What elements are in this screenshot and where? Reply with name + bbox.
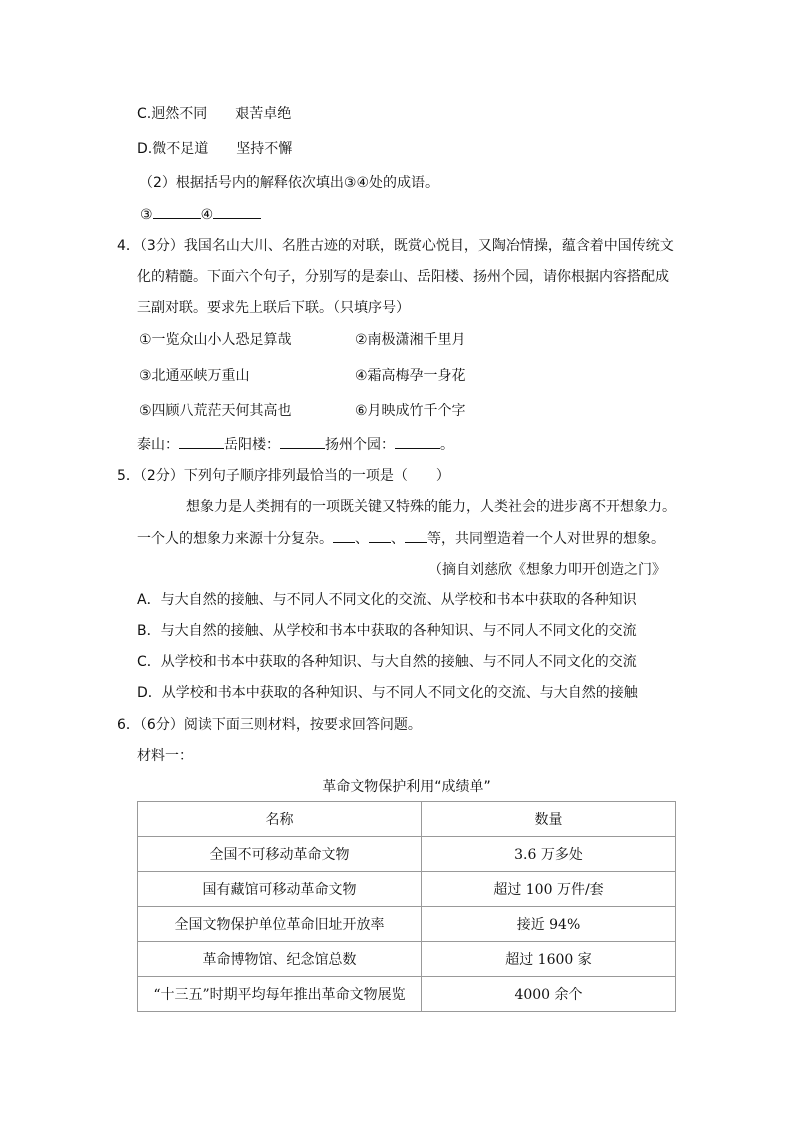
row-quantity: 超过 100 万件/套: [422, 872, 676, 907]
q3-subquestion-2: （2）根据括号内的解释依次填出③④处的成语。: [139, 175, 440, 191]
q5-blank-1: [333, 528, 355, 543]
q6-stem: 6．（6分）阅读下面三则材料，按要求回答问题。: [117, 717, 422, 733]
q5-blank-2: [369, 528, 391, 543]
row-name: 全国文物保护单位革命旧址开放率: [138, 907, 422, 942]
q5-option-c: C．从学校和书本中获取的各种知识、与大自然的接触、与不同人不同文化的交流: [137, 654, 637, 670]
revolutionary-relics-table: [137, 801, 676, 1012]
q5-option-a: A．与大自然的接触、与不同人不同文化的交流、从学校和书本中获取的各种知识: [137, 592, 637, 608]
q5-stem: 5．（2分）下列句子顺序排列最恰当的一项是（ ）: [117, 468, 450, 484]
q5-blank-3: [405, 528, 427, 543]
blank-3-label: ③: [140, 207, 153, 223]
q4-stem-line3: 三副对联。要求先上联后下联。（只填序号）: [137, 300, 410, 316]
row-name: 国有藏馆可移动革命文物: [138, 872, 422, 907]
row-name: 革命博物馆、纪念馆总数: [138, 942, 422, 977]
q3-option-d: D.微不足道 坚持不懈: [137, 141, 293, 157]
q4-stem-line2: 化的精髓。下面六个句子，分别写的是泰山、岳阳楼、扬州个园，请你根据内容搭配成: [137, 269, 669, 285]
table-header-row: [138, 802, 676, 837]
blank-4-line: [213, 204, 261, 219]
q4-answer-line: [137, 434, 454, 455]
q4-stem-line1: 4．（3分）我国名山大川、名胜古迹的对联，既赏心悦目，又陶冶情操，蕴含着中国传统文: [117, 238, 674, 254]
q5-source: （摘自刘慈欣《想象力叩开创造之门》: [428, 562, 666, 578]
table-row: [138, 837, 676, 872]
q4-sentence-5: ⑤四顾八荒茫天何其高也: [139, 403, 292, 419]
q5-option-d: D．从学校和书本中获取的各种知识、与不同人不同文化的交流、与大自然的接触: [137, 685, 638, 701]
q5-passage-end: 等，共同塑造着一个人对世界的想象。: [427, 531, 665, 547]
q4-sentence-1: ①一览众山小人恐足算哉: [139, 332, 292, 348]
q3-option-c: C.迥然不同 艰苦卓绝: [137, 106, 292, 122]
row-name: 全国不可移动革命文物: [138, 837, 422, 872]
answer-yangzhou-label: 扬州个园：: [325, 437, 395, 453]
answer-yueyang-label: 岳阳楼：: [224, 437, 280, 453]
table-row: [138, 872, 676, 907]
header-name: 名称: [138, 802, 422, 837]
row-name: “十三五”时期平均每年推出革命文物展览: [138, 977, 422, 1012]
q4-sentence-2: ②南极潇湘千里月: [355, 332, 466, 348]
q5-passage-intro: 一个人的想象力来源十分复杂。: [137, 531, 333, 547]
q5-sep-1: 、: [355, 531, 369, 547]
table-title: 革命文物保护利用“成绩单”: [322, 779, 491, 795]
q3-answer-blanks: [140, 204, 261, 225]
q4-sentence-3: ③北通巫峡万重山: [139, 368, 250, 384]
table-row: [138, 907, 676, 942]
table-row: [138, 942, 676, 977]
table-row: [138, 977, 676, 1012]
answer-yangzhou-blank: [395, 434, 440, 449]
answer-end-mark: 。: [440, 437, 454, 453]
row-quantity: 4000 余个: [422, 977, 676, 1012]
q4-sentence-4: ④霜高梅孕一身花: [355, 368, 466, 384]
blank-4-label: ④: [200, 207, 214, 223]
answer-taishan-blank: [179, 434, 224, 449]
answer-taishan-label: 泰山：: [137, 437, 179, 453]
answer-yueyang-blank: [280, 434, 325, 449]
row-quantity: 接近 94%: [422, 907, 676, 942]
q5-passage-line1: 想象力是人类拥有的一项既关键又特殊的能力，人类社会的进步离不开想象力。: [186, 499, 676, 515]
row-quantity: 超过 1600 家: [422, 942, 676, 977]
q4-sentence-6: ⑥月映成竹千个字: [355, 403, 466, 419]
blank-3-line: [153, 204, 201, 219]
q6-material-1-label: 材料一：: [137, 748, 193, 764]
q5-passage-line2: [137, 528, 665, 549]
header-quantity: 数量: [422, 802, 676, 837]
row-quantity: 3.6 万多处: [422, 837, 676, 872]
q5-sep-2: 、: [391, 531, 405, 547]
q5-option-b: B．与大自然的接触、从学校和书本中获取的各种知识、与不同人不同文化的交流: [137, 623, 637, 639]
